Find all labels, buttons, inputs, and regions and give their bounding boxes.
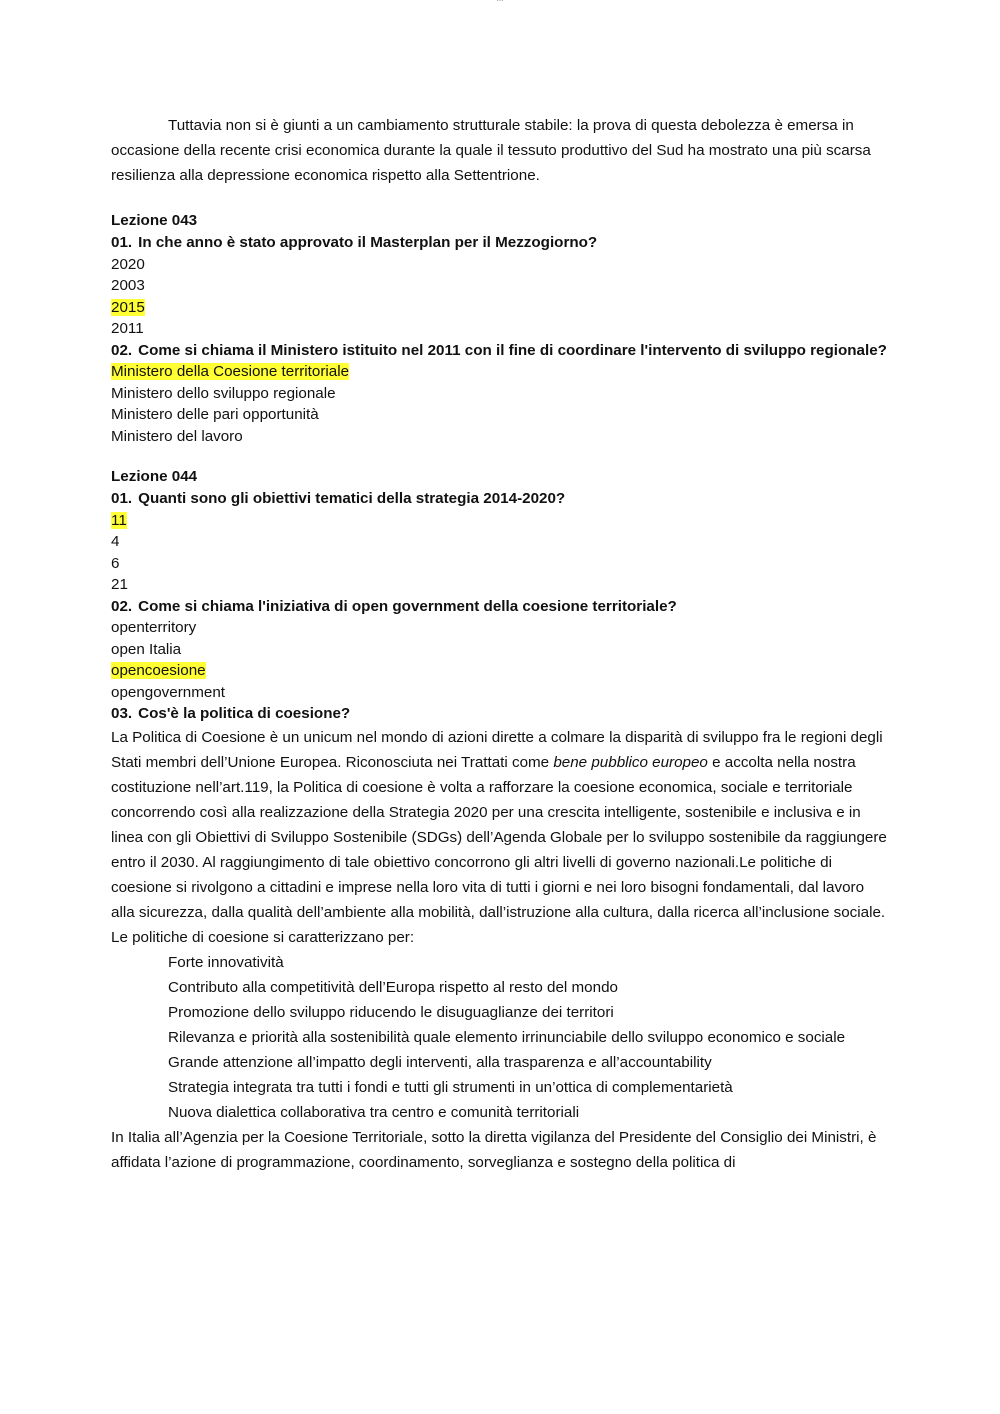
list-item: Contributo alla competitività dell’Europa rispetto al resto del mondo [168,978,618,996]
lesson-title: Lezione 044 [111,468,198,485]
list-item: Promozione dello sviluppo riducendo le disuguaglianze dei territori [168,1003,614,1021]
question [111,703,891,725]
question-text: Come si chiama l'iniziativa di open government della coesione territoriale? [138,597,677,615]
list-item: Strategia integrata tra tutti i fondi e tutti gli strumenti in un’ottica di complementarietà [168,1078,733,1096]
answer-option: open Italia [111,640,182,658]
correct-answer-highlight: 11 [111,511,127,529]
question [111,340,891,362]
answer-option: Ministero del lavoro [111,427,243,445]
question [111,488,891,510]
answer-option: opengovernment [111,683,225,701]
italic-phrase: bene pubblico europeo [553,753,708,771]
answer-option: openterritory [111,619,197,636]
answer-option: 2011 [111,320,144,337]
answer-option: 2003 [111,277,145,294]
list-intro: Le politiche di coesione si caratterizzano per: [111,928,415,946]
answer-option-correct [111,361,891,383]
answer-option: Ministero dello sviluppo regionale [111,384,336,402]
correct-answer-highlight: 2015 [111,298,145,316]
list-item: Grande attenzione all’impatto degli interventi, alla trasparenza e all’accountability [168,1053,712,1071]
question-text: Cos'è la politica di coesione? [138,705,351,722]
list-item: Rilevanza e priorità alla sostenibilità quale elemento irrinunciabile dello sviluppo economico e sociale [168,1028,846,1046]
question-number: 02. [111,341,133,359]
essay-paragraph: La Politica di Coesione è un unicum nel mondo di azioni dirette a colmare la disparità di sviluppo fra le regioni degli Stati membri dell’Unione Europea. Riconosciuta nei Trattati come bene pubblico europeo e accolta nella nostra costituzione nell’art.119, la Politica di coesione è volta a rafforzare la coesione economica, sociale e territoriale concorrendo così alla realizzazione della Strategia 2020 per una crescita intelligente, sostenibile e inclusiva e in linea con gli Obiettivi di Sviluppo Sostenibile (SDGs) dell’Agenda Globale per lo sviluppo sostenibile da raggiungere entro il 2030. Al raggiungimento di tale obiettivo concorrono gli altri livelli di governo nazionali.Le politiche di coesione si rivolgono a cittadini e imprese nella loro vita di tutti i giorni e nei loro bisogni fondamentali, dal lavoro alla sicurezza, dalla qualità dell’ambiente alla mobilità, dall’istruzione alla cultura, dalla ricerca all’inclusione sociale. [111,728,887,921]
question-number: 03. [111,705,133,722]
answer-option: Ministero delle pari opportunità [111,406,319,423]
question-text: Come si chiama il Ministero istituito nel 2011 con il fine di coordinare l'intervento di sviluppo regionale? [138,341,887,359]
question-number: 01. [111,490,133,507]
lesson-title: Lezione 043 [111,212,198,229]
question [111,232,891,254]
answer-option: 4 [111,533,120,550]
answer-option-correct [111,510,891,532]
answer-option: 21 [111,576,128,593]
answer-option-correct [111,297,891,319]
question-text: In che anno è stato approvato il Masterplan per il Mezzogiorno? [138,234,598,251]
answer-option: 6 [111,554,120,572]
list-item: Nuova dialettica collaborativa tra centro e comunità territoriali [168,1103,580,1121]
question-number: 02. [111,597,133,615]
closing-paragraph: In Italia all’Agenzia per la Coesione Territoriale, sotto la diretta vigilanza del Presidente del Consiglio dei Ministri, è affidata l’azione di programmazione, coordinamento, sorveglianza e sostegno della politica di [111,1128,877,1171]
page-content [111,113,891,1175]
feature-list [111,950,891,1125]
correct-answer-highlight: Ministero della Coesione territoriale [111,363,350,380]
question [111,596,891,618]
list-item: Forte innovatività [168,953,284,971]
page-header-mark [0,0,1000,3]
answer-option: 2020 [111,255,145,273]
question-number: 01. [111,234,133,251]
correct-answer-highlight: opencoesione [111,662,206,679]
answer-option-correct [111,660,891,682]
intro-paragraph: Tuttavia non si è giunti a un cambiamento strutturale stabile: la prova di questa debolezza è emersa in occasione della recente crisi economica durante la quale il tessuto produttivo del Sud ha mostrato una più scarsa resilienza alla depressione economica rispetto alla Settentrione. [111,117,871,184]
question-text: Quanti sono gli obiettivi tematici della strategia 2014-2020? [138,490,566,507]
